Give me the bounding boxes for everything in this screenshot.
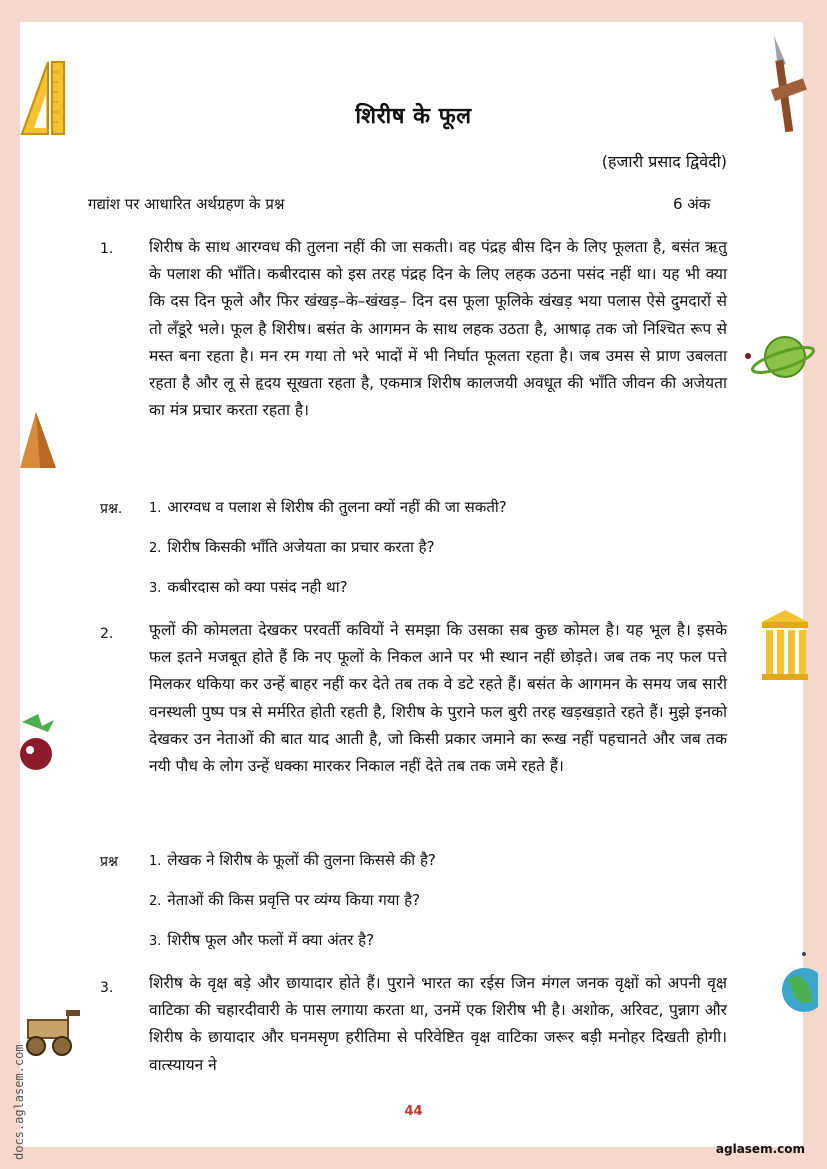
globe-icon (778, 950, 818, 1018)
planet-icon (745, 330, 815, 384)
question-item: 1. लेखक ने शिरीष के फूलों की तुलना किससे की है? (149, 851, 436, 869)
question-item: 2. शिरीष किसकी भाँति अजेयता का प्रचार करता है? (149, 538, 435, 556)
section-heading: गद्यांश पर आधारित अर्थग्रहण के प्रश्न (88, 195, 285, 213)
passage-text: फूलों की कोमलता देखकर परवर्ती कवियों ने समझा कि उसका सब कुछ कोमल है। यह भूल है। इसके फल इतने मजबूत होते हैं कि नए फूलों के निकल आने पर भी स्थान नहीं छोड़ते। जब तक नए फल पत्ते मिलकर धकिया कर उन्हें बाहर नहीं कर देते तब तक वे डटे रहते हैं। बसंत के आगमन के समय जब सारी वनस्थली पुष्प पत्र से मर्मरित होती रहती है, शिरीष के पुराने फल बुरी तरह खड़खड़ाते रहते हैं। मुझे इनको देखकर उन नेताओं की बात याद आती है, जो किसी प्रकार जमाने का रूख नहीं पहचानते और जब तक नयी पौध के लोग उन्हें धक्का मारकर निकाल नहीं देते तब तक जमे रहते हैं। (149, 621, 727, 776)
page-title: शिरीष के फूल (355, 104, 472, 129)
page-number: 44 (404, 1104, 423, 1119)
passage-number: 2. (100, 626, 114, 642)
apple-icon (18, 712, 58, 774)
pyramid-icon (18, 410, 58, 470)
question-item: 3. शिरीष फूल और फलों में क्या अंतर है? (149, 931, 375, 949)
marks-label: 6 अंक (673, 195, 711, 213)
questions-label: प्रश्न. (100, 501, 123, 517)
greek-column-icon (760, 608, 810, 682)
watermark: docs.aglasem.com (12, 1044, 26, 1160)
passage-text: शिरीष के वृक्ष बड़े और छायादार होते हैं। पुराने भारत का रईस जिन मंगल जनक वृक्षों को अपनी वृक्ष वाटिका की चहारदीवारी के पास लगाया करता था, उनमें एक शिरीष भी है। अशोक, अरिवट, पुन्नाग और शिरीष के छायादार और घनमसृण हरीतिमा से परिवेष्टित वृक्ष वाटिका जरूर बड़ी मनोहर दिखती होगी। वात्स्यायन ने (149, 974, 727, 1074)
passage-number: 1. (100, 241, 114, 257)
site-footer: aglasem.com (715, 1142, 805, 1156)
question-item: 2. नेताओं की किस प्रवृत्ति पर व्यंग्य किया गया है? (149, 891, 421, 909)
question-item: 3. कबीरदास को क्या पसंद नही था? (149, 578, 348, 596)
cart-icon (20, 1002, 84, 1058)
author-name: (हजारी प्रसाद द्विवेदी) (601, 152, 727, 171)
questions-label: प्रश्न (100, 854, 118, 870)
question-item: 1. आरग्वध व पलाश से शिरीष की तुलना क्यों नहीं की जा सकती? (149, 498, 507, 516)
passage-text: शिरीष के साथ आरग्वध की तुलना नहीं की जा सकती। वह पंद्रह बीस दिन के लिए फूलता है, बसंत ऋतु के पलाश की भाँति। कबीरदास को इस तरह पंद्रह दिन के लिए लहक उठना पसंद नहीं था। यह भी क्या कि दस दिन फूले और फिर खंखड़–के–खंखड़– दिन दस फूला फूलिके खंखड़ भया पलास ऐसे दुमदारों से तो लँडूरे भले। फूल है शिरीष। बसंत के आगमन के साथ लहक उठता है, आषाढ़ तक जो निश्चित रूप से मस्त बना रहता है। मन रम गया तो भरे भादों में भी निर्घात फूलता रहता है। जब उमस से प्राण उबलता रहता है और लू से हृदय सूखता रहता है, एकमात्र शिरीष कालजयी अवधूत की भाँति जीवन की अजेयता का मंत्र प्रचार करता रहता है। (149, 238, 727, 420)
passage-number: 3. (100, 980, 114, 996)
